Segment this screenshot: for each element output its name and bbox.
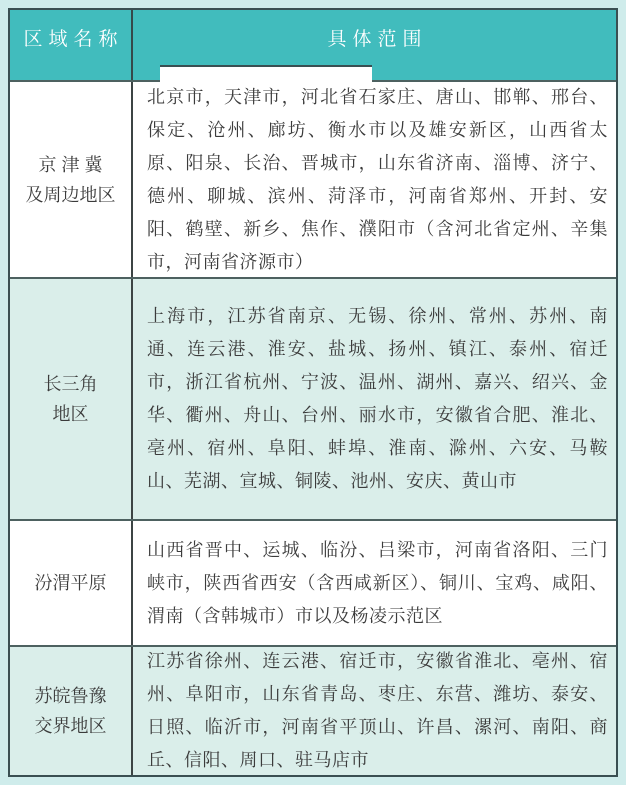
region-name-line: 交界地区	[34, 716, 107, 736]
scope-cell	[133, 647, 616, 775]
scope-text: 上海市，江苏省南京、无锡、徐州、常州、苏州、南通、连云港、淮安、盐城、扬州、镇江、泰州、宿迁市，浙江省杭州、宁波、温州、湖州、嘉兴、绍兴、金华、衢州、舟山、台州、丽水市，安徽省合肥、淮北、亳州、宿州、阜阳、蚌埠、淮南、滁州、六安、马鞍山、芜湖、宣城、铜陵、池州、安庆、黄山市	[147, 306, 608, 491]
table-row	[10, 277, 616, 519]
region-name-line: 京 津 冀	[38, 154, 103, 175]
table-row	[10, 645, 616, 775]
scope-cell	[133, 279, 616, 519]
scope-text: 山西省晋中、运城、临汾、吕梁市，河南省洛阳、三门峡市，陕西省西安（含西咸新区）、铜川、宝鸡、咸阳、渭南（含韩城市）市以及杨凌示范区	[147, 539, 608, 626]
scope-cell	[133, 521, 616, 645]
region-table	[8, 8, 618, 777]
region-name-cell	[10, 279, 133, 519]
table-row	[10, 80, 616, 277]
region-name-line: 及周边地区	[25, 184, 116, 205]
region-name-cell	[10, 521, 133, 645]
scope-text: 江苏省徐州、连云港、宿迁市，安徽省淮北、亳州、宿州、阜阳市，山东省青岛、枣庄、东营、潍坊、泰安、日照、临沂市，河南省平顶山、许昌、漯河、南阳、商丘、信阳、周口、驻马店市	[147, 651, 608, 770]
header-region-name-label: 区域名称	[23, 29, 124, 50]
region-name-line: 长三角	[43, 374, 98, 394]
table-row	[10, 519, 616, 645]
header-region-name	[10, 10, 133, 80]
region-name-line: 地区	[52, 404, 89, 424]
region-name-cell	[10, 647, 133, 775]
watermark-artifact-patch	[160, 65, 372, 84]
scope-cell	[133, 82, 616, 277]
scope-text: 北京市，天津市，河北省石家庄、唐山、邯郸、邢台、保定、沧州、廊坊、衡水市以及雄安新区，山西省太原、阳泉、长治、晋城市，山东省济南、淄博、济宁、德州、聊城、滨州、菏泽市，河南省郑州、开封、安阳、鹤壁、新乡、焦作、濮阳市（含河北省定州、辛集市，河南省济源市）	[147, 86, 608, 272]
region-name-cell	[10, 82, 133, 277]
header-specific-scope-label: 具体范围	[327, 29, 428, 50]
region-name-line: 汾渭平原	[34, 573, 107, 593]
region-name-line: 苏皖鲁豫	[34, 686, 107, 706]
